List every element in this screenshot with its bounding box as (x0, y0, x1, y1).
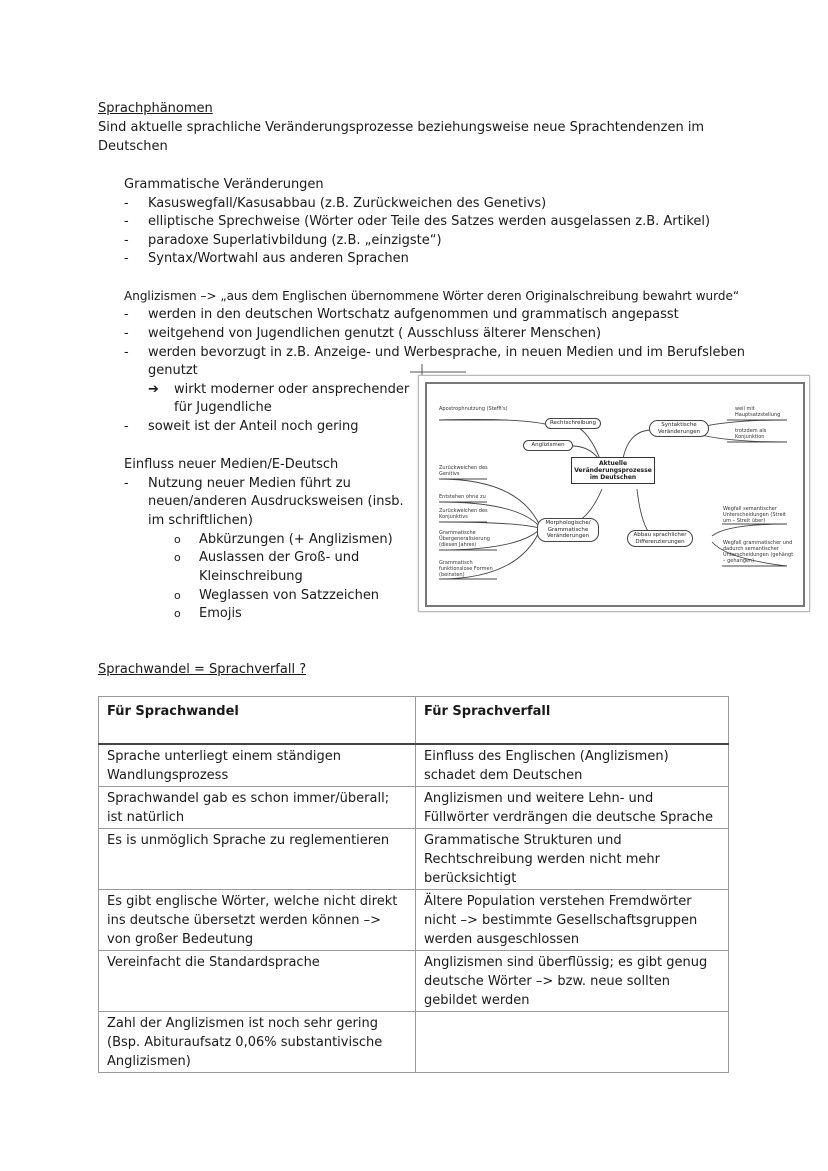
mind-map-leaf: weil mit Hauptsatzstellung (735, 406, 781, 418)
mind-map-figure (418, 375, 810, 612)
table-cell: Einfluss des Englischen (Anglizismen) schadet dem Deutschen (416, 744, 729, 787)
sub-list-item-text: Auslassen der Groß- und (199, 550, 360, 565)
sub-list-item-text: Abkürzungen (+ Anglizismen) (199, 532, 393, 547)
arrow-point-text: für Jugendliche (174, 400, 272, 415)
table-cell (416, 1012, 729, 1073)
list-item-text: weitgehend von Jugendlichen genutzt ( Ausschluss älterer Menschen) (148, 326, 602, 341)
mind-map-leaf: Apostrophnutzung (Steffi's) (439, 406, 508, 412)
table-cell: Sprachwandel gab es schon immer/überall; ist natürlich (99, 787, 416, 829)
table-cell: Es is unmöglich Sprache zu reglementieren (99, 829, 416, 890)
table-row (99, 951, 729, 1012)
intro-text-line: Sind aktuelle sprachliche Veränderungsprozesse beziehungsweise neue Sprachtendenzen im (98, 120, 705, 135)
sub-list-item-text: Weglassen von Satzzeichen (199, 588, 380, 603)
mind-map-leaf: Grammatisch funktionslose Formen (beinsten) (439, 560, 493, 578)
mind-map-frame (425, 382, 805, 607)
sub-list-item-continuation: Kleinschreibung (199, 569, 303, 584)
mind-map-leaf: Zurückweichen des Konjunktivs (439, 508, 488, 520)
mind-map-node: Syntaktische Veränderungen (649, 420, 709, 437)
circle-bullet-icon: o (174, 551, 181, 564)
table-cell: Grammatische Strukturen und Rechtschreibung werden nicht mehr berücksichtigt (416, 829, 729, 890)
mind-map-leaf: Grammatische Übergeneralisierung (diesen Jahres) (439, 530, 490, 548)
dash-bullet: - (124, 233, 129, 248)
list-item-text: paradoxe Superlativbildung (z.B. „einzigste“) (148, 233, 442, 248)
section-heading-sprachphaenomen: Sprachphänomen (98, 101, 213, 116)
table-cell: Anglizismen und weitere Lehn- und Füllwörter verdrängen die deutsche Sprache (416, 787, 729, 829)
table-cell: Ältere Population verstehen Fremdwörter nicht –> bestimmte Gesellschaftsgruppen werden ausgeschlossen (416, 890, 729, 951)
arrow-point-text: wirkt moderner oder ansprechender (174, 382, 410, 397)
dash-bullet: - (124, 345, 129, 360)
table-row (99, 829, 729, 890)
list-item-text: elliptische Sprechweise (Wörter oder Teile des Satzes werden ausgelassen z.B. Artikel) (148, 214, 711, 229)
column-header-sprachwandel: Für Sprachwandel (99, 697, 416, 745)
comparison-table (98, 696, 729, 1073)
list-item-text: werden in den deutschen Wortschatz aufgenommen und grammatisch angepasst (148, 307, 679, 322)
circle-bullet-icon: o (174, 533, 181, 546)
circle-bullet-icon: o (174, 607, 181, 620)
dash-bullet: - (124, 251, 129, 266)
dash-bullet: - (124, 307, 129, 322)
list-item-text: werden bevorzugt in z.B. Anzeige- und Werbesprache, in neuen Medien und im Berufsleben (148, 345, 745, 360)
mind-map-node: Rechtschreibung (545, 418, 601, 429)
dash-bullet: - (124, 196, 129, 211)
table-cell: Sprache unterliegt einem ständigen Wandlungsprozess (99, 744, 416, 787)
table-cell: Zahl der Anglizismen ist noch sehr gering (Bsp. Abituraufsatz 0,06% substantivische Anglizismen) (99, 1012, 416, 1073)
arrow-icon: ➔ (148, 382, 159, 397)
table-row (99, 890, 729, 951)
mind-map-node: Abbau sprachlicher Differenzierungen (627, 530, 693, 547)
mind-map-node: Anglizismen (523, 440, 573, 451)
list-item-text: Nutzung neuer Medien führt zu (148, 476, 351, 491)
mind-map-leaf: Wegfall grammatischer und dadurch semantischer Unterscheidungen (gehängt – gehangen) (723, 540, 794, 564)
table-row (99, 787, 729, 829)
list-item-continuation: genutzt (148, 363, 198, 378)
mind-map-leaf: Zurückweichen des Genitivs (439, 465, 488, 477)
sub-list-item-text: Emojis (199, 606, 242, 621)
dash-bullet: - (124, 326, 129, 341)
list-item-text: Kasuswegfall/Kasusabbau (z.B. Zurückweichen des Genetivs) (148, 196, 547, 211)
mind-map-node: Morphologische/ Grammatische Veränderungen (537, 518, 599, 542)
column-header-sprachverfall: Für Sprachverfall (416, 697, 729, 745)
dash-bullet: - (124, 214, 129, 229)
anglicisms-title: Anglizismen –> „aus dem Englischen übernommene Wörter deren Originalschreibung bewahrt wurde“ (124, 289, 740, 303)
mind-map-center-node: Aktuelle Veränderungsprozesse im Deutschen (571, 457, 655, 484)
dash-bullet: - (124, 419, 129, 434)
list-item-continuation: im schriftlichen) (148, 513, 253, 528)
table-cell: Vereinfacht die Standardsprache (99, 951, 416, 1012)
table-cell: Es gibt englische Wörter, welche nicht direkt ins deutsche übersetzt werden können –> von großer Bedeutung (99, 890, 416, 951)
mind-map-leaf: Entstehen ohne zu (439, 494, 486, 500)
list-item-text: soweit ist der Anteil noch gering (148, 419, 359, 434)
intro-text-line: Deutschen (98, 139, 168, 154)
comparison-heading: Sprachwandel = Sprachverfall ? (98, 662, 307, 677)
grammar-title: Grammatische Veränderungen (124, 177, 324, 192)
table-row (99, 1012, 729, 1073)
list-item-continuation: neuen/anderen Ausdrucksweisen (insb. (148, 494, 404, 509)
circle-bullet-icon: o (174, 589, 181, 602)
dash-bullet: - (124, 476, 129, 491)
mind-map-leaf: Wegfall semantischer Unterscheidungen (Streit um – Streit über) (723, 506, 786, 524)
table-row (99, 744, 729, 787)
list-item-text: Syntax/Wortwahl aus anderen Sprachen (148, 251, 409, 266)
media-title: Einfluss neuer Medien/E-Deutsch (124, 457, 339, 472)
table-cell: Anglizismen sind überflüssig; es gibt genug deutsche Wörter –> bzw. neue sollten gebildet werden (416, 951, 729, 1012)
mind-map-leaf: trotzdem als Konjunktion (735, 428, 767, 440)
table-header-row (99, 697, 729, 745)
